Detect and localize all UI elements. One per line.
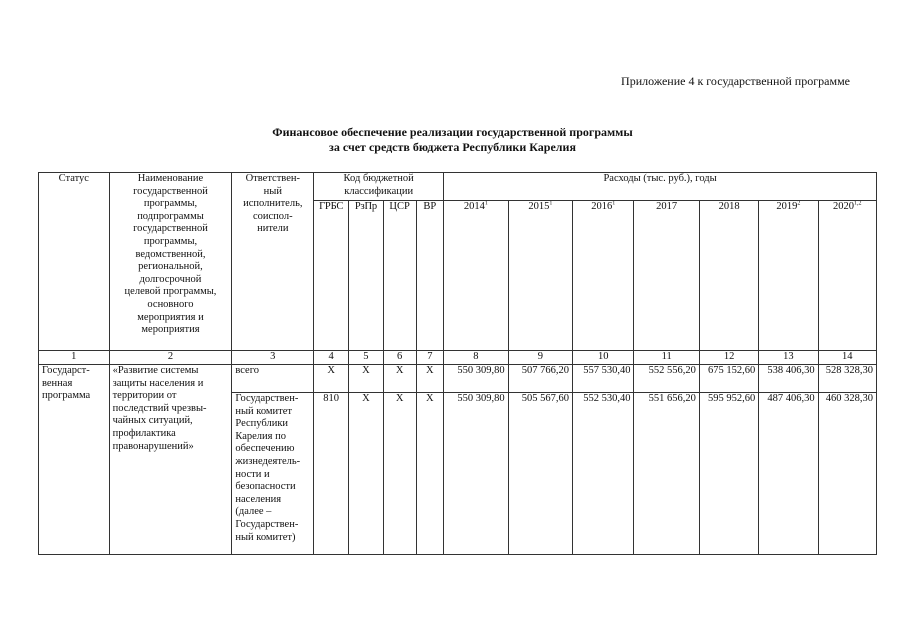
- header-year-2020: 2020$^{1,2}$: [818, 201, 876, 351]
- value-cell: 507 766,20: [508, 365, 572, 393]
- header-code-vr: ВР: [416, 201, 444, 351]
- value-cell: 595 952,60: [699, 393, 758, 555]
- header-year-2018: 2018: [699, 201, 758, 351]
- header-executor: Ответствен- ный исполнитель, соиспол- нители: [232, 173, 314, 351]
- value-cell: 551 656,20: [634, 393, 699, 555]
- code-cell: 810: [314, 393, 349, 555]
- code-cell: Х: [416, 393, 444, 555]
- header-year-2017: 2017: [634, 201, 699, 351]
- code-cell: Х: [349, 365, 384, 393]
- code-cell: Х: [314, 365, 349, 393]
- value-cell: 487 406,30: [759, 393, 818, 555]
- program-name: «Развитие системы защиты населения и территории от последствий чрезвы- чайных ситуаций, профилактика правонарушений»: [109, 365, 232, 555]
- financing-table: [38, 172, 877, 555]
- program-status: Государст- венная программа: [39, 365, 110, 555]
- value-cell: 550 309,80: [444, 365, 508, 393]
- code-cell: Х: [383, 393, 416, 555]
- value-cell: 552 530,40: [573, 393, 634, 555]
- code-cell: Х: [383, 365, 416, 393]
- title-line-2: за счет средств бюджета Республики Карелия: [329, 140, 576, 154]
- code-cell: Х: [416, 365, 444, 393]
- header-code-rzpr: РзПр: [349, 201, 384, 351]
- title-line-1: Финансовое обеспечение реализации государственной программы: [272, 125, 633, 139]
- table-row: [39, 365, 877, 393]
- header-status: Статус: [39, 173, 110, 351]
- value-cell: 675 152,60: [699, 365, 758, 393]
- header-year-2016: 2016$^1$: [573, 201, 634, 351]
- value-cell: 528 328,30: [818, 365, 876, 393]
- value-cell: 538 406,30: [759, 365, 818, 393]
- header-code-csr: ЦСР: [383, 201, 416, 351]
- value-cell: 552 556,20: [634, 365, 699, 393]
- header-code-grbs: ГРБС: [314, 201, 349, 351]
- code-cell: Х: [349, 393, 384, 555]
- appendix-note: Приложение 4 к государственной программе: [621, 74, 850, 88]
- header-year-2019: 2019$^2$: [759, 201, 818, 351]
- column-numbers-row: 1 2 3 4 5 6 7 8 9 10 11 12 13 14: [39, 351, 877, 365]
- header-year-2015: 2015$^1$: [508, 201, 572, 351]
- header-expenses: Расходы (тыс. руб.), годы: [444, 173, 877, 201]
- header-name: Наименование государственной программы, подпрограммы государственной программы, ведомственной, региональной, долгосрочной целевой программы, основного мероприятия и мероприятия: [109, 173, 232, 351]
- row-executor: всего: [232, 365, 314, 393]
- value-cell: 557 530,40: [573, 365, 634, 393]
- value-cell: 460 328,30: [818, 393, 876, 555]
- document-title: [150, 125, 755, 155]
- value-cell: 505 567,60: [508, 393, 572, 555]
- value-cell: 550 309,80: [444, 393, 508, 555]
- header-budget-code: Код бюджетной классификации: [314, 173, 444, 201]
- row-executor: Государствен- ный комитет Республики Карелия по обеспечению жизнедеятель- ности и безопасности населения (далее – Государствен- ный комитет): [232, 393, 314, 555]
- header-year-2014: 2014$^1$: [444, 201, 508, 351]
